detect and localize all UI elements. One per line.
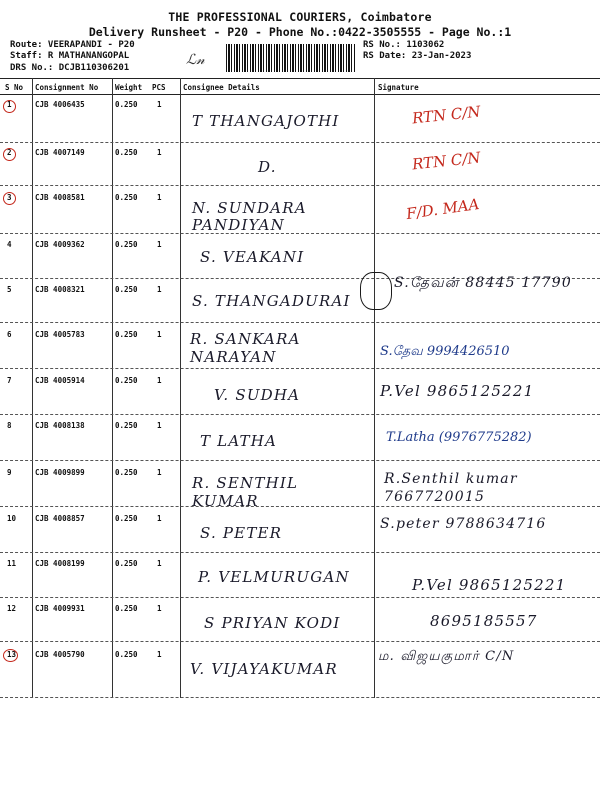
row-signature: F/D. MAA <box>405 194 481 224</box>
table-header-border <box>0 94 600 95</box>
row-consignee: S. VEAKANI <box>200 248 305 266</box>
row-pcs: 1 <box>157 330 162 339</box>
row-consignment: CJB 4008581 <box>35 193 85 202</box>
row-consignee: V. VIJAYAKUMAR <box>190 660 338 678</box>
row-separator <box>0 142 600 143</box>
row-signature: P.Vel 9865125221 <box>380 382 535 400</box>
row-separator <box>0 597 600 598</box>
row-signature: P.Vel 9865125221 <box>412 576 567 594</box>
column-header-consignment: Consignment No <box>35 83 99 92</box>
runsheet-subtitle: Delivery Runsheet - P20 - Phone No.:0422-3505555 - Page No.:1 <box>88 25 512 39</box>
row-consignee: S. THANGADURAI <box>192 292 351 310</box>
row-consignee: D. <box>258 158 277 176</box>
row-weight: 0.250 <box>115 468 138 477</box>
red-circle-mark <box>3 100 16 113</box>
row-separator <box>0 552 600 553</box>
row-consignee: T LATHA <box>200 432 278 450</box>
row-sno: 10 <box>7 514 17 523</box>
row-sno: 6 <box>7 330 12 339</box>
row-consignment: CJB 4009899 <box>35 468 85 477</box>
row-separator <box>0 322 600 323</box>
row-consignment: CJB 4009931 <box>35 604 85 613</box>
row-signature: S.தேவ 9994426510 <box>380 344 510 359</box>
column-header-sno: S No <box>5 83 24 92</box>
staff-label: Staff: R MATHANANGOPAL <box>10 51 130 61</box>
row-separator <box>0 506 600 507</box>
drs-number: DRS No.: DCJB110306201 <box>10 63 130 73</box>
row-consignment: CJB 4008321 <box>35 285 85 294</box>
row-weight: 0.250 <box>115 330 138 339</box>
row-weight: 0.250 <box>115 148 138 157</box>
row-signature: 8695185557 <box>430 612 538 630</box>
rs-number: RS No.: 1103062 <box>363 40 445 50</box>
row-consignee: T THANGAJOTHI <box>192 112 340 130</box>
row-separator <box>0 414 600 415</box>
row-separator <box>0 233 600 234</box>
row-signature: RTN C/N <box>411 102 482 128</box>
red-circle-mark <box>3 649 18 662</box>
row-signature: R.Senthil kumar 7667720015 <box>384 471 518 505</box>
row-pcs: 1 <box>157 514 162 523</box>
row-separator <box>0 697 600 698</box>
row-sno: 8 <box>7 421 12 430</box>
table-top-border <box>0 78 600 79</box>
row-consignee: N. SUNDARA PANDIYAN <box>192 199 307 234</box>
column-header-weight: Weight <box>115 83 143 92</box>
row-consignee: P. VELMURUGAN <box>198 568 350 586</box>
row-weight: 0.250 <box>115 514 138 523</box>
row-sno: 9 <box>7 468 12 477</box>
row-sno: 4 <box>7 240 12 249</box>
barcode-image <box>226 44 356 72</box>
row-weight: 0.250 <box>115 100 138 109</box>
row-pcs: 1 <box>157 148 162 157</box>
row-consignee: R. SANKARA NARAYAN <box>190 330 301 366</box>
row-weight: 0.250 <box>115 604 138 613</box>
row-consignee: S. PETER <box>200 524 283 542</box>
row-sno: 13 <box>7 650 17 659</box>
row-pcs: 1 <box>157 285 162 294</box>
row-consignee: R. SENTHIL KUMAR <box>192 474 299 510</box>
row-weight: 0.250 <box>115 240 138 249</box>
row-pcs: 1 <box>157 240 162 249</box>
row-pcs: 1 <box>157 650 162 659</box>
handwritten-initials-mark: ℒ𝓃 <box>186 52 205 68</box>
row-pcs: 1 <box>157 559 162 568</box>
row-weight: 0.250 <box>115 376 138 385</box>
column-header-signature: Signature <box>378 83 419 92</box>
rs-date: RS Date: 23-Jan-2023 <box>363 51 472 61</box>
row-separator <box>0 641 600 642</box>
row-consignment: CJB 4006435 <box>35 100 85 109</box>
row-pcs: 1 <box>157 100 162 109</box>
row-sno: 5 <box>7 285 12 294</box>
row-signature: ம. விஜயகுமார் C/N <box>378 649 515 664</box>
document-title: THE PROFESSIONAL COURIERS, Coimbatore <box>168 10 432 24</box>
red-circle-mark <box>3 148 16 161</box>
route-label: Route: VEERAPANDI - P20 <box>10 40 135 50</box>
row-consignment: CJB 4005914 <box>35 376 85 385</box>
row-sno: 11 <box>7 559 17 568</box>
row-weight: 0.250 <box>115 650 138 659</box>
row-sno: 1 <box>7 100 12 109</box>
row-pcs: 1 <box>157 376 162 385</box>
row-consignee: S PRIYAN KODI <box>204 614 341 632</box>
row-sno: 2 <box>7 148 12 157</box>
row-sno: 12 <box>7 604 17 613</box>
row-consignment: CJB 4008857 <box>35 514 85 523</box>
row-signature: S.peter 9788634716 <box>380 516 547 532</box>
signature-scribble-mark <box>360 272 392 310</box>
row-sno: 7 <box>7 376 12 385</box>
column-divider <box>180 78 181 698</box>
red-circle-mark <box>3 192 16 205</box>
row-weight: 0.250 <box>115 285 138 294</box>
row-pcs: 1 <box>157 421 162 430</box>
row-pcs: 1 <box>157 193 162 202</box>
row-consignment: CJB 4005783 <box>35 330 85 339</box>
row-separator <box>0 368 600 369</box>
column-divider <box>32 78 33 698</box>
column-divider <box>112 78 113 698</box>
row-weight: 0.250 <box>115 193 138 202</box>
row-signature: RTN C/N <box>411 148 482 174</box>
row-weight: 0.250 <box>115 421 138 430</box>
row-separator <box>0 460 600 461</box>
row-pcs: 1 <box>157 468 162 477</box>
row-consignment: CJB 4005790 <box>35 650 85 659</box>
row-signature: T.Latha (9976775282) <box>386 430 532 445</box>
row-consignee: V. SUDHA <box>214 386 301 404</box>
column-divider <box>374 78 375 698</box>
row-consignment: CJB 4008138 <box>35 421 85 430</box>
row-sno: 3 <box>7 193 12 202</box>
row-pcs: 1 <box>157 604 162 613</box>
row-signature: S.தேவன் 88445 17790 <box>394 275 572 291</box>
column-header-pcs: PCS <box>152 83 166 92</box>
row-weight: 0.250 <box>115 559 138 568</box>
row-consignment: CJB 4009362 <box>35 240 85 249</box>
row-consignment: CJB 4007149 <box>35 148 85 157</box>
column-header-consignee: Consignee Details <box>183 83 260 92</box>
row-consignment: CJB 4008199 <box>35 559 85 568</box>
row-separator <box>0 185 600 186</box>
